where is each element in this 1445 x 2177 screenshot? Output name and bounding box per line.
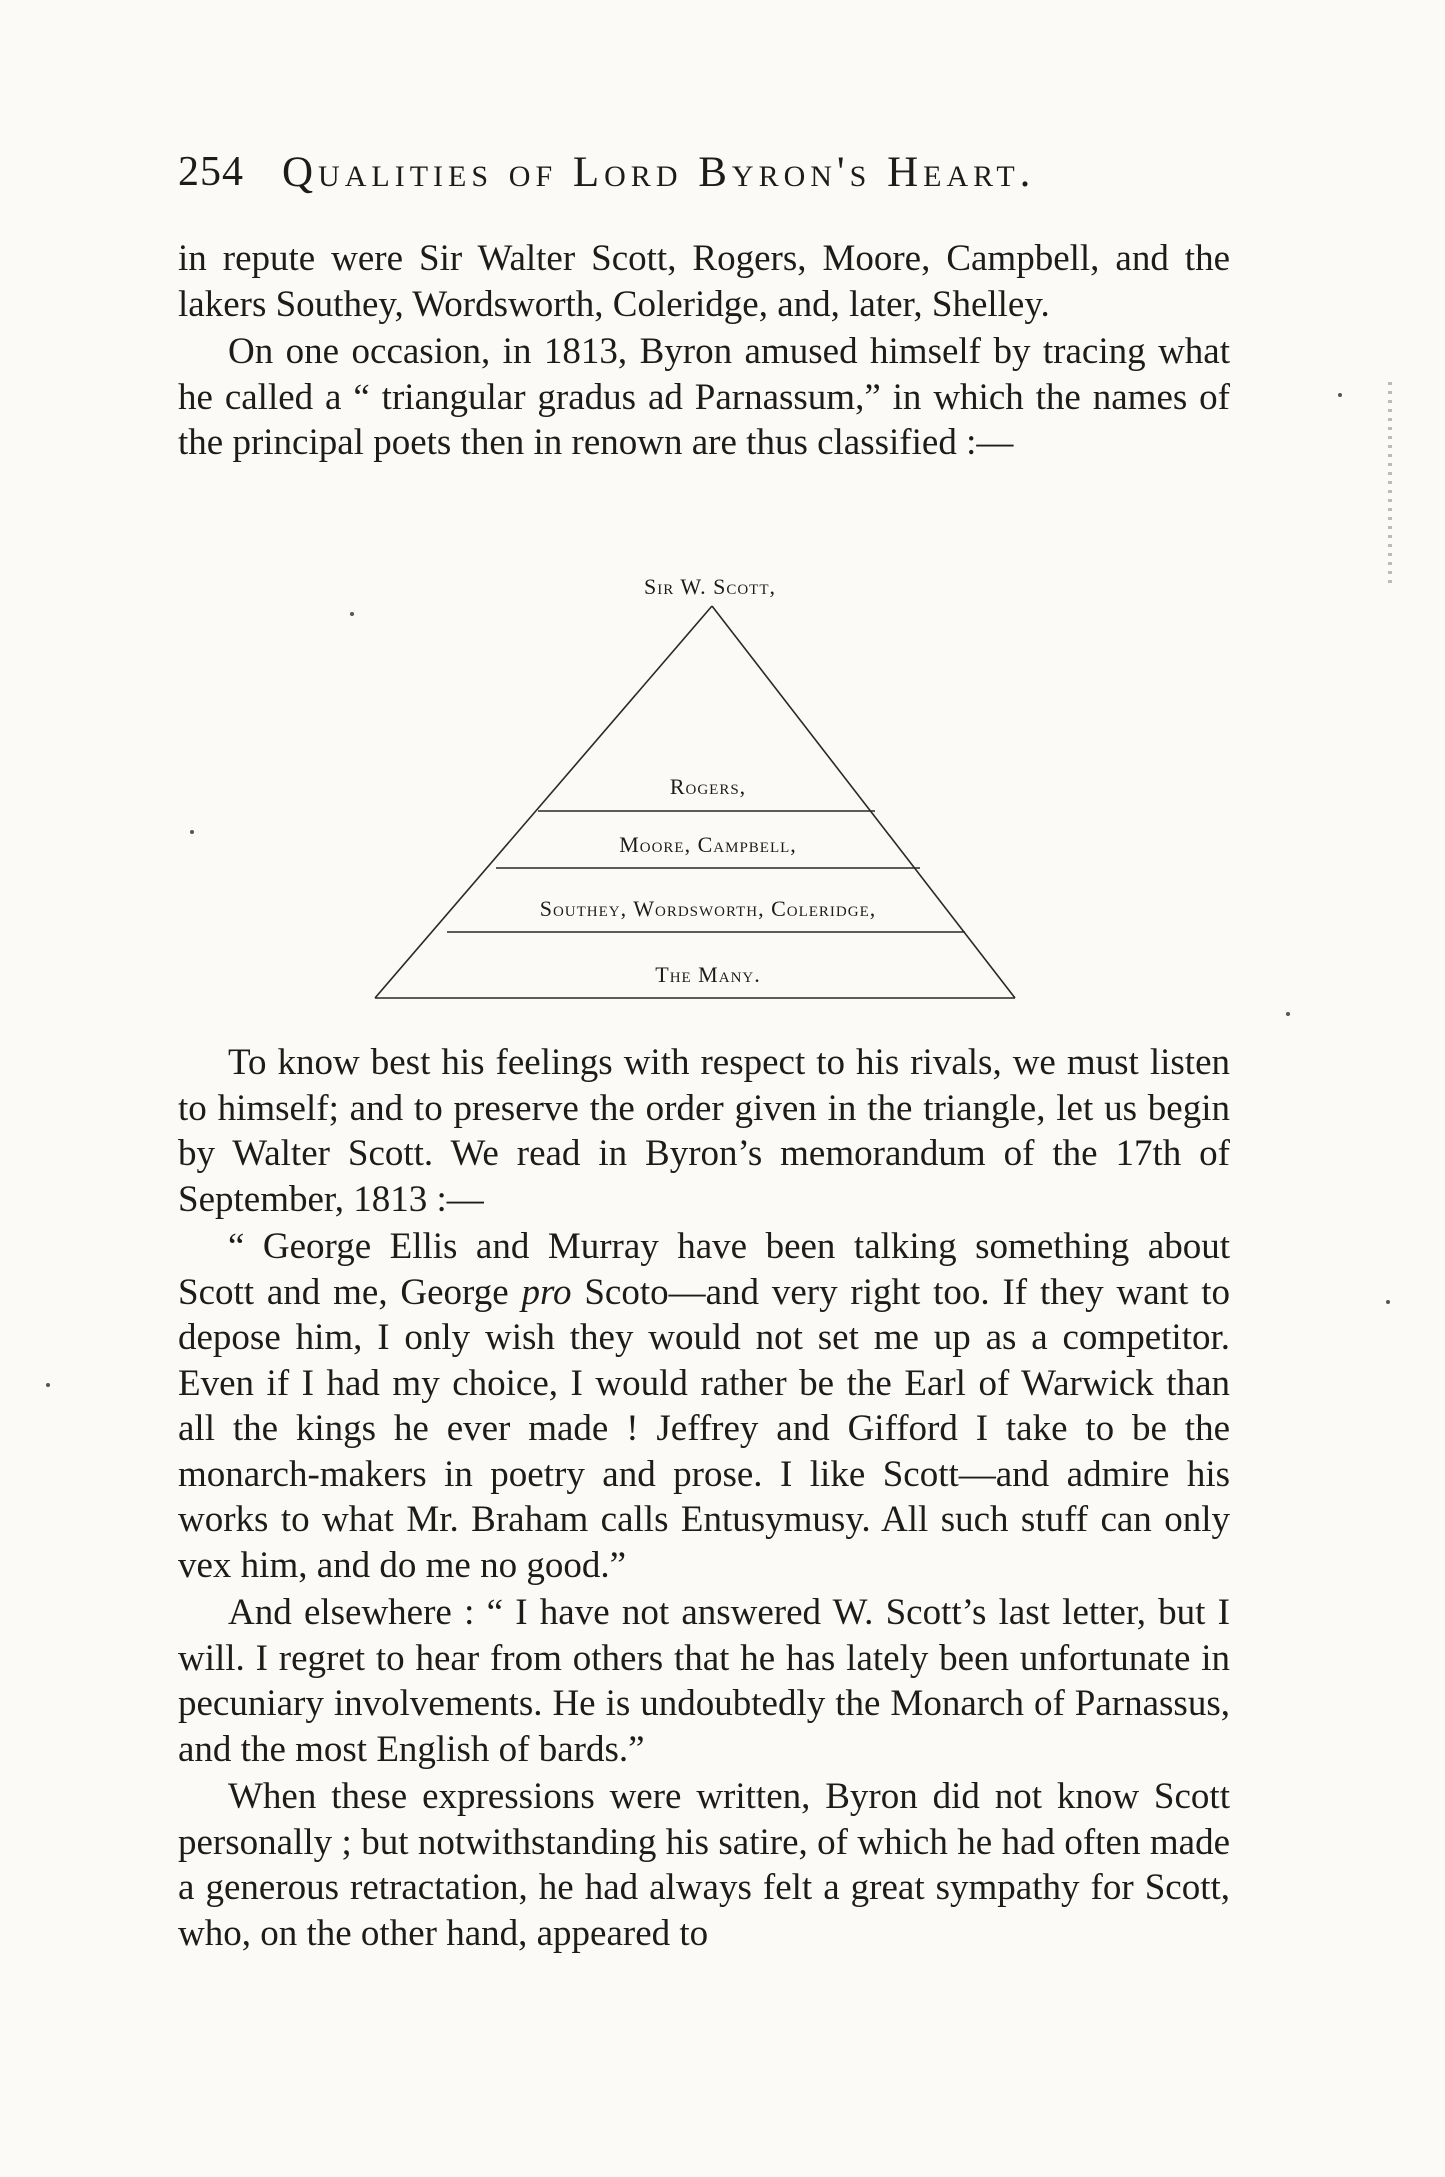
paragraph-elsewhere: And elsewhere : “ I have not answered W. Scott’s last letter, but I will. I regret to hear from others that he has lately been unfortunate in pecuniary involvements. He is undoubtedly the Monarch of Parnassus, and the most English of bards.” [178,1592,1230,1770]
page-header [178,148,1228,208]
scan-edge-marks [1388,382,1392,587]
apex-label-scott: Sir W. Scott, [644,574,776,599]
triangular-gradus-diagram [360,566,1020,1016]
paragraph-triangular-gradus: On one occasion, in 1813, Byron amused himself by tracing what he called a “ triangular gradus ad Parnassum,” in which the names of the principal poets then in renown are thus classified :— [178,331,1230,463]
triangle-right-side [712,606,1015,998]
running-head: Qualities of Lord Byron's Heart. [282,149,1036,196]
ink-speck [350,612,354,616]
paragraph-rivals: To know best his feelings with respect to his rivals, we must listen to himself; and to preserve the order given in the triangle, let us begin by Walter Scott. We read in Byron’s memorandum of the 17th of September, 1813 :— [178,1042,1230,1220]
ink-speck [46,1383,50,1387]
tier-label-the-many: The Many. [655,962,761,987]
ink-speck [1338,393,1342,397]
triangle-left-side [375,606,712,998]
ink-speck [190,830,194,834]
tier-label-rogers: Rogers, [669,774,747,799]
quote-text-start: “ George Ellis and Murray have been talking something about Scott and me, George [178,1226,1230,1313]
ink-speck [1286,1012,1290,1016]
intro-text [178,236,1230,466]
page-number: 254 [178,149,244,195]
main-text [178,1040,1230,1956]
quote-text-italic: pro [521,1271,572,1313]
tier-label-moore-campbell: Moore, Campbell, [619,832,797,857]
quote-text-end: Scoto—and very right too. If they want to depose him, I only wish they would not set me up as a competitor. Even if I had my choice, I would rather be the Earl of Warwick than all the kings he ever made ! Jeffrey and Gifford I take to be the monarch-makers in poetry and prose. I like Scott—and admire his works to what Mr. Braham calls Entusymusy. All such stuff can only vex him, and do me no good.” [178,1271,1231,1586]
ink-speck [1386,1300,1390,1304]
paragraph-continuation: in repute were Sir Walter Scott, Rogers, Moore, Campbell, and the lakers Southey, Wordsworth, Coleridge, and, later, Shelley. [178,238,1230,325]
tier-label-lakers: Southey, Wordsworth, Coleridge, [539,896,877,921]
paragraph-quote-memorandum [178,1224,1230,1588]
paragraph-expressions: When these expressions were written, Byron did not know Scott personally ; but notwithstanding his satire, of which he had often made a generous retractation, he had always felt a great sympathy for Scott, who, on the other hand, appeared to [178,1776,1230,1954]
